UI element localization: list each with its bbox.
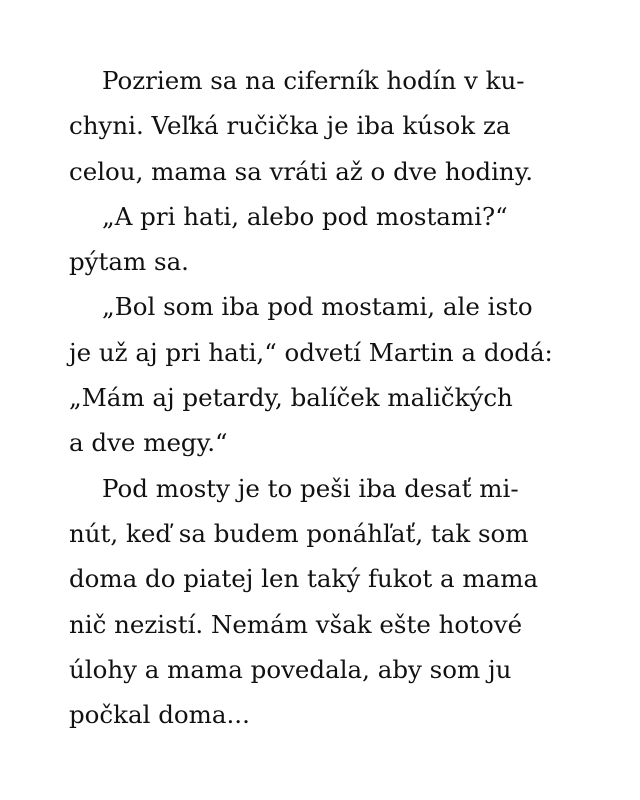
text-line: „Mám aj petardy, balíček maličkých xyxy=(69,383,513,413)
text-line: a dve megy.“ xyxy=(69,428,228,458)
text-line: Pod mosty je to peši iba desať mi- xyxy=(102,473,519,503)
text-line: nič nezistí. Nemám však ešte hotové xyxy=(69,609,523,639)
text-line: počkal doma... xyxy=(69,700,250,730)
text-line: úlohy a mama povedala, aby som ju xyxy=(69,654,512,684)
text-line: nút, keď sa budem ponáhľať, tak som xyxy=(69,518,529,548)
text-line: Pozriem sa na ciferník hodín v ku- xyxy=(102,66,525,95)
text-line: „Bol som iba pod mostami, ale isto xyxy=(102,292,533,322)
text-line: je už aj pri hati,“ odvetí Martin a dodá: xyxy=(69,337,553,367)
text-line: doma do piatej len taký fukot a mama xyxy=(69,564,539,594)
text-line: pýtam sa. xyxy=(69,247,189,277)
text-line: celou, mama sa vráti až o dve hodiny. xyxy=(69,156,534,186)
text-line: chyni. Veľká ručička je iba kúsok za xyxy=(69,111,511,141)
body-text xyxy=(69,58,569,737)
text-line: „A pri hati, alebo pod mostami?“ xyxy=(102,201,508,231)
